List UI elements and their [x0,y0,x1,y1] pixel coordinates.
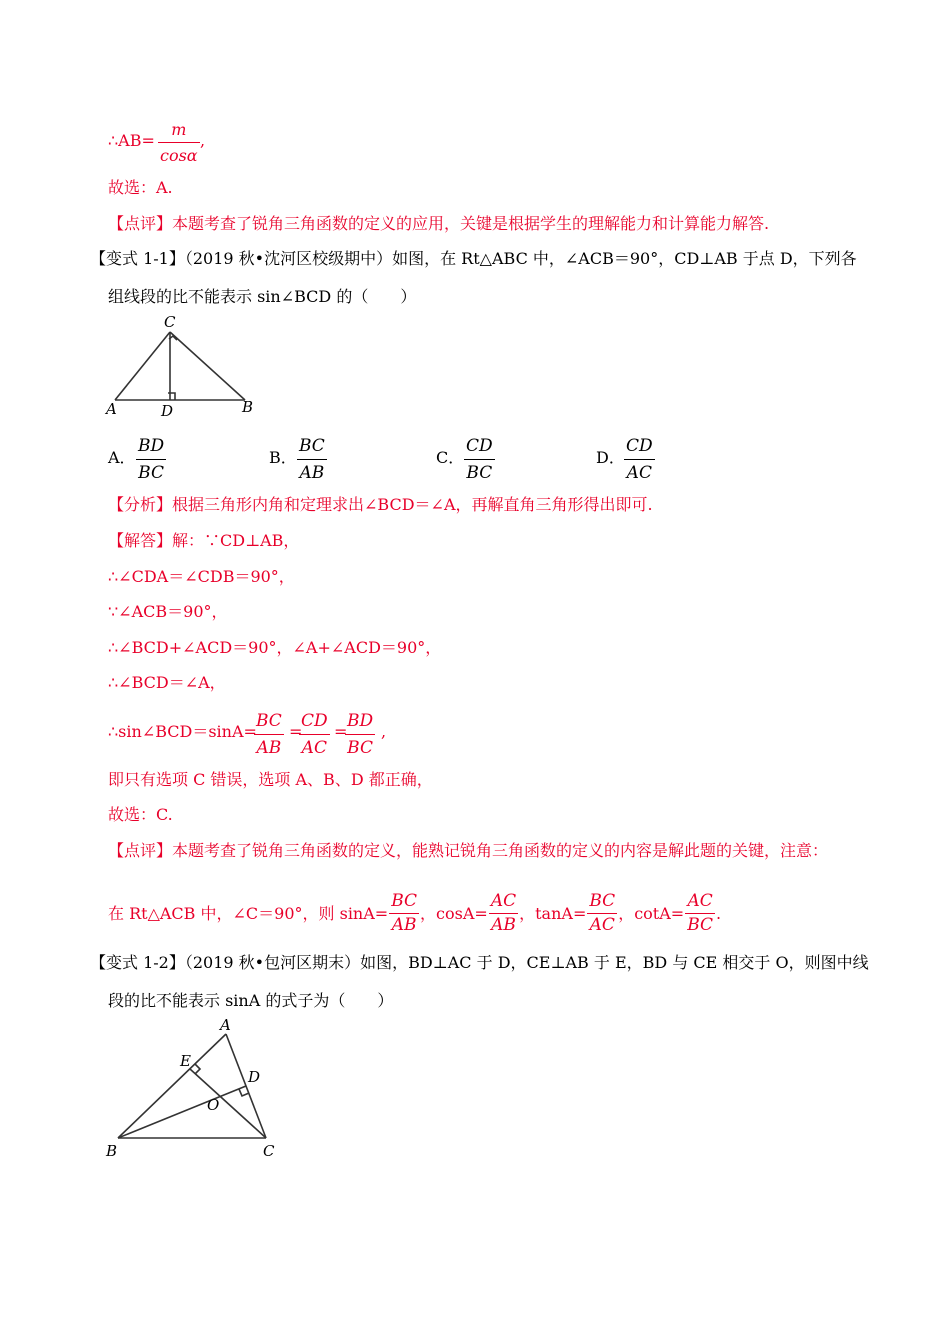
triangle-abc-altitudes-figure [100,1016,300,1164]
solution-fraction-3 [345,711,375,758]
fraction-numerator: CD [466,436,493,456]
solution-line-7: 即只有选项 C 错误，选项 A、B、D 都正确， [108,770,433,789]
fraction-numerator: m [171,120,187,139]
fraction-numerator: BC [391,891,418,911]
solution-line-5: ∴∠BCD＝∠A， [108,673,226,692]
question-1-2-stem-line2: 段的比不能表示 sinA 的式子为（ ） [108,991,394,1010]
fraction-numerator: BC [299,436,325,456]
solution-line-2: ∴∠CDA＝∠CDB＝90°， [108,567,295,586]
figure-label-a: A [220,1016,231,1034]
option-b-letter: B． [269,448,297,467]
figure-label-e: E [180,1052,191,1070]
note-fraction-cos [489,893,518,934]
equals-sign: = [289,722,303,741]
figure-label-b: B [106,1142,118,1160]
fraction-numerator: AC [490,891,517,911]
note-fraction-sin [389,893,419,934]
review-line: 【点评】本题考查了锐角三角函数的定义的应用，关键是根据学生的理解能力和计算能力解答. [108,214,770,233]
option-d-fraction [624,436,655,483]
figure-label-c: C [263,1142,275,1160]
fraction-numerator: BD [138,436,165,456]
solution-line-3: ∵∠ACB＝90°， [108,602,228,621]
figure-label-o: O [207,1096,220,1114]
note-fraction-tan [587,893,617,934]
fraction-numerator: BC [256,711,282,731]
fraction-denominator: AC [624,459,655,483]
note-fraction-cot [685,893,715,934]
answer-line: 故选：C. [108,805,173,824]
note-separator: ，cosA= [420,903,488,923]
question-1-1-stem-line1: 【变式 1-1】（2019 秋•沈河区校级期中）如图，在 Rt△ABC 中，∠ACB＝90°，CD⊥AB 于点 D，下列各 [90,249,857,268]
solution-line-4: ∴∠BCD+∠ACD＝90°，∠A+∠ACD＝90°， [108,638,442,657]
fraction-numerator: CD [626,436,653,456]
ab-expression-prefix: ∴AB= [108,131,155,150]
fraction-denominator: cosα [158,142,200,165]
figure-label-c: C [164,313,176,331]
note-line [108,893,721,934]
option-b-fraction [297,436,327,483]
solution-fraction-1 [254,711,284,758]
fraction-denominator: AB [389,913,419,934]
fraction-numerator: AC [687,891,713,911]
solution-line-1: 【解答】解：∵CD⊥AB， [108,531,300,550]
fraction-denominator: BC [687,915,714,935]
solution-line-6-prefix: ∴sin∠BCD＝sinA= [108,722,257,741]
fraction-denominator: AB [254,734,284,758]
ab-expression-suffix: , [200,131,206,150]
option-c-letter: C． [436,448,465,467]
fraction-denominator: BC [345,734,375,758]
note-end: . [716,903,722,923]
triangle-abc-figure [100,312,270,420]
fraction-denominator: AC [587,913,617,934]
note-prefix: 在 Rt△ACB 中，∠C＝90°，则 sinA= [108,903,389,923]
fraction-denominator: AC [299,734,330,758]
fraction-numerator: BC [589,891,616,911]
note-separator: ，cotA= [618,903,685,923]
solution-line-6-suffix: , [381,722,387,741]
option-d-letter: D． [596,448,625,467]
option-a-fraction [136,436,166,483]
note-separator: ，tanA= [519,903,587,923]
question-1-1-stem-line2: 组线段的比不能表示 sin∠BCD 的（ ） [108,287,417,306]
figure-label-d: D [248,1068,261,1086]
question-1-2-stem-line1: 【变式 1-2】（2019 秋•包河区期末）如图，BD⊥AC 于 D，CE⊥AB 于 E，BD 与 CE 相交于 O，则图中线 [90,953,869,972]
answer-line: 故选：A. [108,178,173,197]
figure-label-b: B [242,398,254,416]
option-c-fraction [464,436,495,483]
fraction-numerator: CD [301,711,328,731]
option-a-letter: A． [108,448,136,467]
figure-label-d: D [161,402,174,420]
fraction-denominator: AB [297,459,327,483]
fraction-denominator: AB [489,913,518,934]
fraction-denominator: BC [464,459,495,483]
review-line: 【点评】本题考查了锐角三角函数的定义，能熟记锐角三角函数的定义的内容是解此题的关键，注意： [108,841,829,860]
analysis-line: 【分析】根据三角形内角和定理求出∠BCD＝∠A，再解直角三角形得出即可. [108,495,653,514]
figure-label-a: A [106,400,117,418]
equals-sign: = [334,722,348,741]
fraction-denominator: BC [136,459,166,483]
solution-fraction-2 [299,711,330,758]
fraction-numerator: BD [347,711,374,731]
ab-fraction [158,120,200,165]
